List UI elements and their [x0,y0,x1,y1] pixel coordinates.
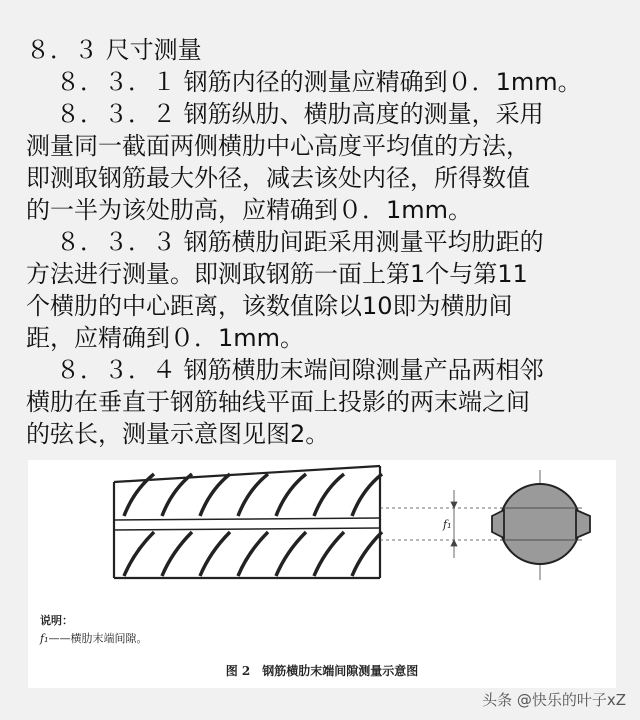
dimension-label: f₁ [443,518,452,531]
text-line: 距，应精确到０．1mm。 [26,324,305,352]
transverse-rib-lower [200,532,230,576]
note-symbol: f₁ [40,632,49,645]
transverse-rib-lower [314,532,344,576]
transverse-rib-upper [352,474,382,516]
rebar-transverse-ribs [124,474,382,576]
text-line: ８．３．４ 钢筋横肋末端间隙测量产品两相邻 [56,356,544,384]
text-line: 即测取钢筋最大外径，减去该处内径，所得数值 [26,164,530,192]
transverse-rib-lower [276,532,306,576]
text-line: 方法进行测量。即测取钢筋一面上第1个与第11 [26,260,528,288]
text-line: 个横肋的中心距离，该数值除以10即为横肋间 [26,292,513,320]
transverse-rib-lower [238,532,268,576]
text-line: ８．３．２ 钢筋纵肋、横肋高度的测量，采用 [56,100,544,128]
text-line: 横肋在垂直于钢筋轴线平面上投影的两末端之间 [26,388,530,416]
transverse-rib-upper [200,474,230,516]
text-line: ８．３．１ 钢筋内径的测量应精确到０．1mm。 [56,68,582,96]
text-line: 的弦长，测量示意图见图2。 [26,420,330,448]
text-line: ８．３ 尺寸测量 [26,36,202,64]
transverse-rib-upper [238,474,268,516]
figure-note-item [40,630,147,646]
transverse-rib-lower [162,532,192,576]
transverse-rib-upper [314,474,344,516]
text-line: ８．３．３ 钢筋横肋间距采用测量平均肋距的 [56,228,544,256]
longitudinal-rib-bottom [114,528,380,530]
transverse-rib-upper [276,474,306,516]
rebar-cross-section [492,470,590,580]
transverse-rib-lower [352,532,382,576]
transverse-rib-lower [124,532,154,576]
figure-caption: 图 2 钢筋横肋末端间隙测量示意图 [225,664,419,678]
note-text: ——横肋末端间隙。 [48,632,148,645]
figure-note-title: 说明： [40,614,73,627]
figure-2 [28,460,616,688]
watermark: 头条 @快乐的叶子xZ [482,691,626,709]
transverse-rib-upper [162,474,192,516]
text-line: 测量同一截面两侧横肋中心高度平均值的方法， [26,132,530,160]
document-text [26,34,626,450]
rebar-diagram [28,460,616,688]
text-line: 的一半为该处肋高，应精确到０．1mm。 [26,196,473,224]
longitudinal-rib-top [114,518,380,520]
